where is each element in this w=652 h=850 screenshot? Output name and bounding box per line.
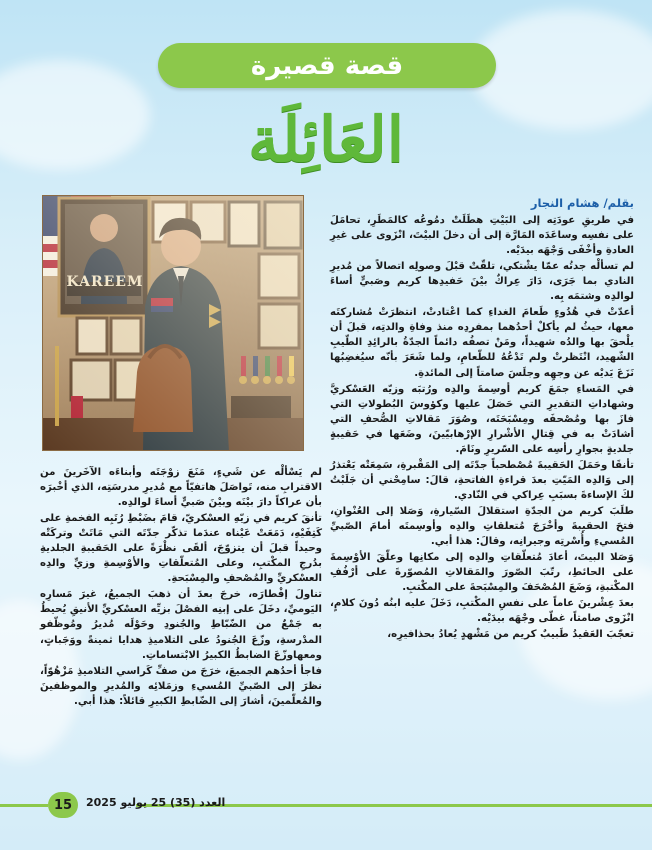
paragraph: تأنقَ كريم في زيّهِ العسْكريّ، قامَ بضَبْطِ رُتَبِه الفخمةِ على كَتِفَيْهِ، دَمَعَتْ عَيْناه عندَما تذكّر جدّتَه التي مَاتَتْ وتركَتْه وحيداً قبلَ أن يتزوّجَ، ألقَى نظْرَةً على الحَقيبةِ الجلديةِ بدُرجِ المكْتبِ، وعلى المُتعلّقاتِ والأوْسِمةِ وزيِّ والدِه العسْكريِّ والمُصْحفِ والمِسْبَحةِ. [40,513,322,585]
byline: بقلم/ هشام النجار [530,196,634,210]
paragraph: فاجأ أحدُهم الجميعَ، خرَجَ من صفِّ كَراسي التلاميذِ مَزْهُوّاً، نظرَ إلى الصّبيِّ المُسيءِ وزمَلائِه والمُديرِ والموظفينَ والمُعلّمينَ، أشارَ إلى الضّابطِ الكبيرِ قائلاً: هذا أبي. [40,665,322,707]
paragraph: في المَساءِ جمَعَ كريم أوسِمةَ والدِه ورُتبَه وزيّه العَسْكريَّ وشهاداتِ التقديرِ التي حَصَلَ عليها وكؤوسَ البُطولاتِ التي فازَ بها ومُصْحفَه ومِسْبَحَتَه، وصُوَرَ مَقالاتِ الصُّحفِ التي أشادَتْ به في قِتالِ الأشْرارِ الإرْهابيّينَ، وضَعَها في حَقيبةٍ جلديةٍ بجوارِ رأسِه على السّريرِ ونَامَ. [330,383,634,455]
paragraph: تناولَ إفْطارَه، خرجَ بعدَ أن ذهبَ الجميعُ، غيرَ مَسارِه اليَوميِّ، دخَلَ على إبنِه الفصْلَ بزيِّه العسْكريِّ الأنيقِ يُحيطُ به جَمْعٌ من الضّبّاطِ والجُنودِ وحَوْلَه مُديرُ ومُوظّفو المدْرسةِ، وزّعَ الجُنودُ على التلاميذِ هدايا ثمينةً ووَجَباتٍ، ومعهاوزّعَ الضابطُ الكبيرُ الابْتساماتِ. [40,589,322,661]
paragraph: بعدَ عِشْرينَ عاماً على نفسِ المكْتبِ، دَخَلَ عليه ابنُه دُونَ كلامٍ، انْزَوى صامتاً، غطّى وجْهَه بيدَيْه. [330,598,634,625]
portrait-name-label: KAREEM [66,274,144,290]
paragraph: تأنقَا وحَمَلَ الحَقيبةَ مُصْطحباً جدّتَه إلى المَقْبرةِ، سَمِعَتْه يَعْتذرُ إلى وَالدِه المَيّتِ بعدَ قراءةِ الفاتحةِ، قالَ: سامِحْني أن جَلَبْتُ لكَ الإساءةَ بسبَبِ عِراكي في النّادي. [330,459,634,501]
footer-divider [0,804,48,807]
paragraph: لم يَسْألْه عن شَيءٍ، مَنَعَ زوْجَتَه وأبناءَه الآخَرينَ من الاقترابِ منه، تَواصَلَ هاتفيّاً مع مُديرِ مدرسَتِه، الذي أخْبرَه بأن عراكاً دارَ بيْنَه وبيْنَ صَبيٍّ أساءَ لوالدِه. [40,467,322,509]
issue-info: العدد (35) 25 يوليو 2025 [86,796,226,809]
paragraph: تعجّبَ العَقيدُ طَبيبٌ كريم من مَشْهدٍ يُعادُ بحذافيرِه، [387,629,634,641]
section-label: قصة قصيرة [158,43,496,88]
article-column-left [40,465,322,710]
paragraph: لم تسألْه جدتُه عمّا يشْتكي، تلقّتْ قبْلَ وصولِه اتصالاً من مُديرِ النادي بما جَرَى، دَارَ عِراكٌ بيْنَ حَفيدِها كريم وصَبيٍّ أساءَ لوالدِه وشتمَه بِه. [330,261,634,303]
paragraph: وَصَلا البيتَ، أعادَ مُتعلّقاتِ والدِه إلى مكانِها وعلّقَ الأوْسِمةَ على الحائطِ، رتّبَ الصّورَ والمَقالاتِ المُصوّرةَ على أرْفُفِ المكْتبةِ، وَضَعَ المُصْحَفَ والمِسْبَحةَ على المكْتبِ. [330,552,634,594]
soldier-illustration [42,196,303,451]
paragraph: أعدّتْ في هُدُوءٍ طَعامَ الغداءِ كما اعْتادتْ، انتظرَتْ مُشاركتَه معها، حيثُ لم يأكلْ أحدُهما بمفردِه منذ وفاةِ والدتِه، قبلَ أن يلْحقَ بها والدُه شهيداً، ومَنْ تصفُه دائماً الجدّةُ بالرائِدِ الطّيبِ الشّهيد، انْتَظرتْ ولم تَدْعُهُ للطّعامِ، ولما شَعَرَ بأنّه سيُغضِبُها نَزَعَ يَديْه عن وجهِه وجلَسَ صامتاً إلى المائدةِ. [330,307,634,379]
article-column-right [330,196,634,643]
page-number: 15 [48,792,78,818]
story-illustration [42,195,304,451]
story-title: العَائِلَة [248,103,404,176]
paragraph: في طريقِ عودَتِه إلى البَيْتِ هطَلَتْ دمُوعُه كالمَطَرِ، تحامَلَ على نفسِه وساعَدَه المَارَّة إلى أن دخلَ البيْتَ، انْزَوى على غيرِ العادةِ وأخْفَى وَجْهَه بيدَيْه. [330,215,634,257]
paragraph: طلَبَ كريم من الجدّةِ استقلالَ السّيارةِ، وَصَلا إلى العُنْوانِ، فتحَ الحقيبةَ وأخْرَجَ مُتعلقاتِ والدِه وأوسِمتَه أمامَ الصّبيِّ المُسيءِ وأُسْرتِه وجيرانِه، وقالَ: هذا أبي. [330,505,634,548]
